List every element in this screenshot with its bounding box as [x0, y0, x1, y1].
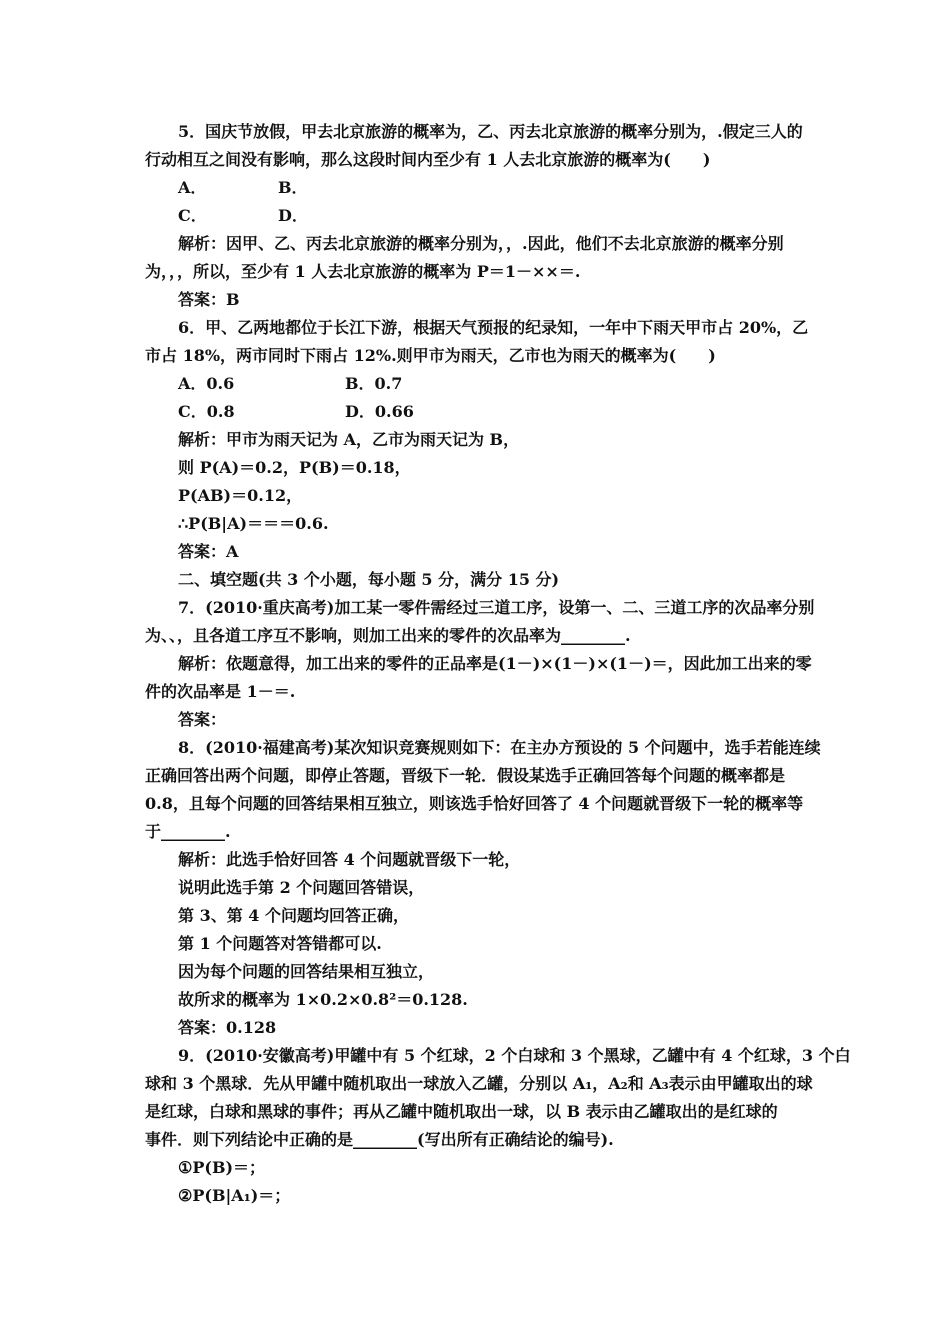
q6-option-d: D．0.66	[345, 402, 414, 421]
q5-option-a: A．	[178, 178, 207, 197]
q8-solution-line-2: 说明此选手第 2 个问题回答错误，	[178, 878, 425, 897]
q5-stem-line-1: 5．国庆节放假，甲去北京旅游的概率为，乙、丙去北京旅游的概率分别为，.假定三人的	[178, 122, 803, 141]
q6-option-a: A．0.6	[178, 374, 235, 393]
q8-solution-line-5: 因为每个问题的回答结果相互独立，	[178, 962, 435, 981]
q5-answer: 答案：B	[178, 290, 240, 309]
section-heading: 二、填空题(共 3 个小题，每小题 5 分，满分 15 分)	[178, 570, 560, 589]
q6-solution-line-3: P(AB)＝0.12，	[178, 486, 303, 505]
q6-option-b: B．0.7	[345, 374, 403, 393]
q9-statement-1: ①P(B)＝；	[178, 1158, 266, 1177]
q6-stem-line-2: 市占 18%，两市同时下雨占 12%.则甲市为雨天，乙市也为雨天的概率为( )	[145, 346, 716, 365]
q8-answer: 答案：0.128	[178, 1018, 277, 1037]
q9-stem-line-3: 是红球，白球和黑球的事件；再从乙罐中随机取出一球，以 B 表示由乙罐取出的是红球的	[145, 1102, 778, 1121]
q8-solution-line-3: 第 3、第 4 个问题均回答正确，	[178, 906, 409, 925]
q5-option-d: D．	[278, 206, 308, 225]
q6-solution-line-1: 解析：甲市为雨天记为 A，乙市为雨天记为 B，	[178, 430, 520, 449]
q6-options-row-1	[178, 370, 403, 398]
q8-stem-line-1: 8．(2010·福建高考)某次知识竞赛规则如下：在主办方预设的 5 个问题中，选手若能连续	[178, 738, 821, 757]
q7-solution-line-1: 解析：依题意得，加工出来的零件的正品率是(1－)×(1－)×(1－)＝，因此加工出来的零	[178, 654, 812, 673]
q7-solution-line-2: 件的次品率是 1－＝.	[145, 682, 296, 701]
q8-solution-line-4: 第 1 个问题答对答错都可以.	[178, 934, 382, 953]
q9-stem-line-1: 9．(2010·安徽高考)甲罐中有 5 个红球，2 个白球和 3 个黑球，乙罐中有 4 个红球，3 个白	[178, 1046, 851, 1065]
q6-answer: 答案：A	[178, 542, 239, 561]
q5-solution-line-2: 为，，，所以，至少有 1 人去北京旅游的概率为 P＝1－××＝.	[145, 262, 581, 281]
q8-stem-line-2: 正确回答出两个问题，即停止答题，晋级下一轮．假设某选手正确回答每个问题的概率都是	[145, 766, 786, 785]
q6-options-row-2	[178, 398, 414, 426]
q6-solution-line-4: ∴P(B|A)＝＝＝0.6.	[178, 514, 329, 533]
q8-solution-line-6: 故所求的概率为 1×0.2×0.8²＝0.128.	[178, 990, 468, 1009]
q7-stem-line-2: 为、、，且各道工序互不影响，则加工出来的零件的次品率为________.	[145, 626, 631, 645]
q9-stem-line-2: 球和 3 个黑球．先从甲罐中随机取出一球放入乙罐，分别以 A₁，A₂和 A₃表示由甲罐取出的球	[145, 1074, 813, 1093]
q5-stem-line-2: 行动相互之间没有影响，那么这段时间内至少有 1 人去北京旅游的概率为( )	[145, 150, 711, 169]
q7-stem-line-1: 7．(2010·重庆高考)加工某一零件需经过三道工序，设第一、二、三道工序的次品率分别	[178, 598, 815, 617]
q9-stem-line-4: 事件．则下列结论中正确的是________(写出所有正确结论的编号).	[145, 1130, 614, 1149]
q6-solution-line-2: 则 P(A)＝0.2，P(B)＝0.18，	[178, 458, 411, 477]
q5-option-b: B．	[278, 178, 308, 197]
q5-options-row-2	[178, 202, 308, 230]
q5-option-c: C．	[178, 206, 207, 225]
q5-options-row-1	[178, 174, 308, 202]
q7-answer: 答案：	[178, 710, 227, 729]
q8-stem-line-4: 于________.	[145, 822, 231, 841]
q6-stem-line-1: 6．甲、乙两地都位于长江下游，根据天气预报的纪录知，一年中下雨天甲市占 20%，乙	[178, 318, 809, 337]
q6-option-c: C．0.8	[178, 402, 235, 421]
q8-solution-line-1: 解析：此选手恰好回答 4 个问题就晋级下一轮，	[178, 850, 521, 869]
q9-statement-2: ②P(B|A₁)＝；	[178, 1186, 291, 1205]
q8-stem-line-3: 0.8，且每个问题的回答结果相互独立，则该选手恰好回答了 4 个问题就晋级下一轮的概率等	[145, 794, 804, 813]
q5-solution-line-1: 解析：因甲、乙、丙去北京旅游的概率分别为，，.因此，他们不去北京旅游的概率分别	[178, 234, 784, 253]
